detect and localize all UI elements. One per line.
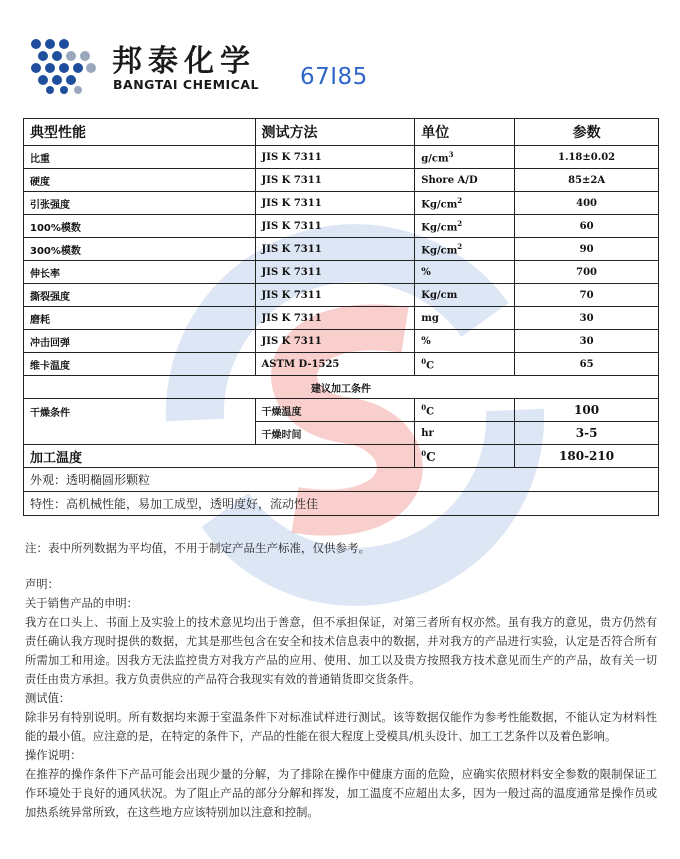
row-method: ASTM D-1525 [255, 353, 415, 376]
brand-name-en: BANGTAI CHEMICAL [113, 77, 260, 92]
header-property: 典型性能 [24, 119, 256, 146]
row-property: 100%模数 [24, 215, 256, 238]
section-row [24, 376, 659, 399]
row-unit: $g/cm^3$ [415, 146, 515, 169]
features-text: 特性：高机械性能，易加工成型，透明度好，流动性佳 [24, 492, 659, 516]
brand-name-cn: 邦泰化学 [112, 44, 256, 79]
drying-time-label: 干燥时间 [255, 422, 415, 445]
row-value: 60 [515, 215, 659, 238]
row-method: JIS K 7311 [255, 284, 415, 307]
header-value: 参数 [515, 119, 659, 146]
drying-temp-label: 干燥温度 [255, 399, 415, 422]
row-property: 硬度 [24, 169, 256, 192]
table-row [24, 261, 659, 284]
row-value: 90 [515, 238, 659, 261]
row-value: 1.18±0.02 [515, 146, 659, 169]
drying-time-unit: hr [415, 422, 515, 445]
row-method: JIS K 7311 [255, 169, 415, 192]
drying-temp-row [24, 399, 659, 422]
row-unit: mg [415, 307, 515, 330]
row-property: 撕裂强度 [24, 284, 256, 307]
row-value: 85±2A [515, 169, 659, 192]
row-unit: % [415, 261, 515, 284]
row-value: 700 [515, 261, 659, 284]
row-value: 30 [515, 330, 659, 353]
test-heading: 测试值： [25, 692, 71, 705]
processing-unit: $^0$C [415, 445, 515, 468]
operation-text: 在推荐的操作条件下产品可能会出现少量的分解，为了排除在操作中健康方面的危险，应确实依照材料安全参数的限制保证工作环境处于良好的通风状况。为了阻止产品的部分分解和挥发，加工温度不应超出太多，因为一般过高的温度通常是操作员或加热系统异常所致，在这些地方应该特别加以注意和控制。 [25, 768, 657, 819]
table-footnote: 注：表中所列数据为平均值，不用于制定产品生产标准，仅供参考。 [25, 541, 370, 555]
row-property: 300%模数 [24, 238, 256, 261]
table-row [24, 215, 659, 238]
table-row [24, 353, 659, 376]
drying-temp-unit: $^0$C [415, 399, 515, 422]
row-method: JIS K 7311 [255, 192, 415, 215]
declaration-title: 声明： [25, 578, 59, 591]
table-row [24, 307, 659, 330]
row-unit: $Kg/cm^2$ [415, 238, 515, 261]
drying-label: 干燥条件 [24, 399, 256, 445]
row-unit: $Kg/cm^2$ [415, 215, 515, 238]
test-text: 除非另有特别说明。所有数据均来源于室温条件下对标准试样进行测试。该等数据仅能作为参考性能数据，不能认定为材料性能的最小值。应注意的是，在特定的条件下，产品的性能在很大程度上受模具/机头设计、加工工艺条件以及着色影响。 [25, 711, 657, 743]
processing-value: 180-210 [515, 445, 659, 468]
product-model: 67I85 [300, 64, 368, 90]
row-value: 65 [515, 353, 659, 376]
row-unit: $^0$C [415, 353, 515, 376]
sales-text: 我方在口头上、书面上及实验上的技术意见均出于善意，但不承担保证，对第三者所有权亦然。虽有我方的意见，贵方仍然有责任确认我方现时提供的数据，尤其是那些包含在安全和技术信息表中的数据，并对我方的产品进行实验，认定是否符合所有所需加工和用途。因我方无法监控贵方对我方产品的应用、使用、加工以及贵方按照我方技术意见而生产的产品，故有关一切责任由贵方承担。我方负责供应的产品符合我现实有效的普通销货即交货条件。 [25, 616, 657, 686]
row-property: 引张强度 [24, 192, 256, 215]
section-title: 建议加工条件 [24, 376, 659, 399]
bangtai-logo-icon [30, 38, 96, 94]
row-value: 70 [515, 284, 659, 307]
row-property: 比重 [24, 146, 256, 169]
table-row [24, 169, 659, 192]
table-row [24, 192, 659, 215]
row-property: 磨耗 [24, 307, 256, 330]
document-header [0, 0, 680, 110]
sales-heading: 关于销售产品的申明： [25, 597, 138, 610]
header-unit: 单位 [415, 119, 515, 146]
spec-table [23, 118, 659, 516]
row-property: 维卡温度 [24, 353, 256, 376]
table-row [24, 146, 659, 169]
row-method: JIS K 7311 [255, 215, 415, 238]
row-property: 冲击回弹 [24, 330, 256, 353]
processing-row [24, 445, 659, 468]
appearance-row [24, 468, 659, 492]
table-row [24, 330, 659, 353]
table-header-row [24, 119, 659, 146]
features-row [24, 492, 659, 516]
operation-heading: 操作说明： [25, 749, 82, 762]
row-method: JIS K 7311 [255, 146, 415, 169]
drying-time-value: 3-5 [515, 422, 659, 445]
row-method: JIS K 7311 [255, 261, 415, 284]
row-method: JIS K 7311 [255, 330, 415, 353]
drying-temp-value: 100 [515, 399, 659, 422]
table-row [24, 238, 659, 261]
appearance-text: 外观：透明椭圆形颗粒 [24, 468, 659, 492]
row-unit: $Kg/cm^2$ [415, 192, 515, 215]
row-unit: % [415, 330, 515, 353]
row-method: JIS K 7311 [255, 238, 415, 261]
row-method: JIS K 7311 [255, 307, 415, 330]
row-unit: Shore A/D [415, 169, 515, 192]
table-row [24, 284, 659, 307]
row-value: 30 [515, 307, 659, 330]
processing-label: 加工温度 [24, 445, 415, 468]
row-property: 伸长率 [24, 261, 256, 284]
row-unit: Kg/cm [415, 284, 515, 307]
row-value: 400 [515, 192, 659, 215]
header-method: 测试方法 [255, 119, 415, 146]
declaration-section [25, 575, 657, 822]
